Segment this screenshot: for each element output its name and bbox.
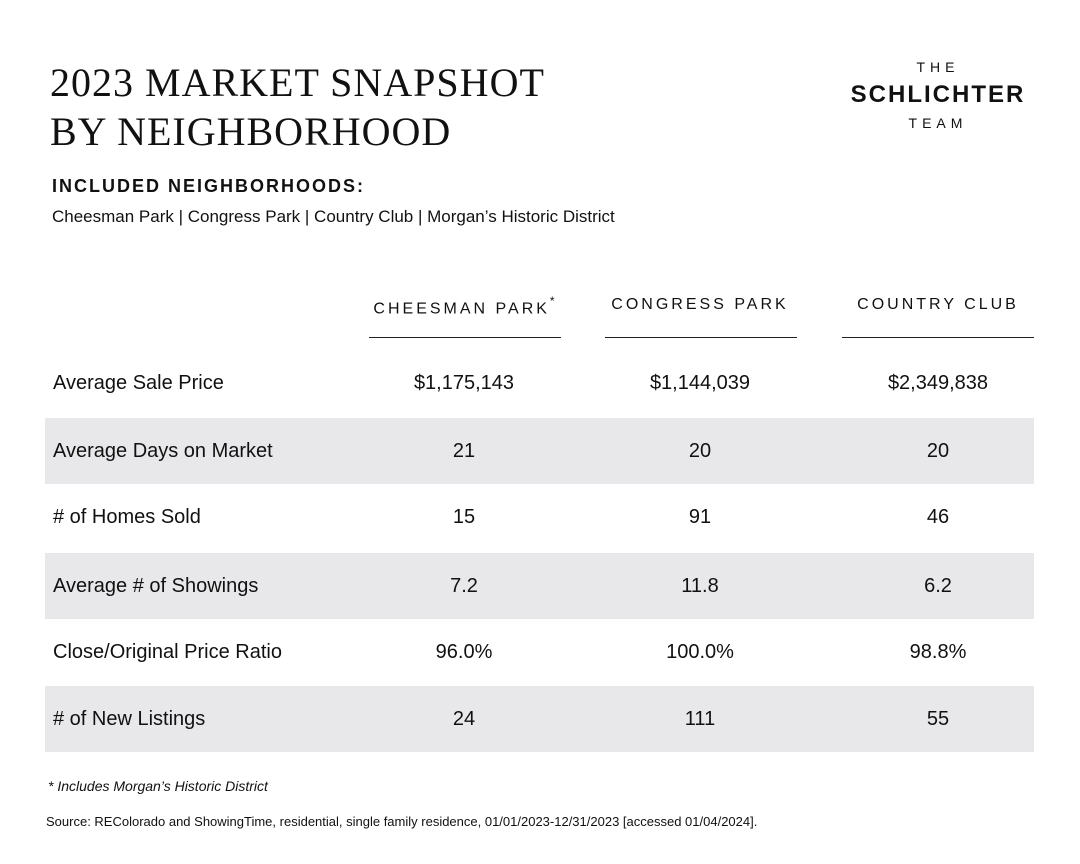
column-divider [369, 337, 561, 338]
included-neighborhoods-list: Cheesman Park | Congress Park | Country Club | Morgan’s Historic District [52, 207, 615, 226]
column-header-congress-park [604, 296, 796, 314]
cell-congress-park: 91 [688, 506, 712, 528]
page-title [50, 58, 545, 156]
table-row-average-days-on-market [45, 418, 1034, 484]
column-header-country-club [842, 296, 1034, 314]
table-row-average-showings [45, 553, 1034, 619]
column-header-label: CONGRESS PARK [611, 296, 789, 313]
column-header-cheesman-park [368, 296, 560, 318]
team-logo [840, 58, 1036, 132]
cell-country-club: 6.2 [924, 575, 952, 597]
cell-cheesman-park: 21 [452, 440, 476, 462]
cell-congress-park: 20 [688, 440, 712, 462]
table-row-homes-sold [45, 484, 1034, 550]
cell-congress-park: 111 [684, 708, 716, 730]
cell-congress-park: 100.0% [666, 641, 734, 663]
cell-cheesman-park: 15 [452, 506, 476, 528]
row-label: Close/Original Price Ratio [53, 641, 282, 663]
title-line-2: BY NEIGHBORHOOD [50, 109, 452, 154]
cell-cheesman-park: $1,175,143 [413, 372, 515, 394]
column-divider [842, 337, 1034, 338]
cell-country-club: 20 [926, 440, 950, 462]
table-row-average-sale-price [45, 350, 1034, 416]
included-neighborhoods-heading: INCLUDED NEIGHBORHOODS: [52, 176, 366, 196]
title-line-1: 2023 MARKET SNAPSHOT [50, 60, 545, 105]
column-header-label: CHEESMAN PARK [373, 300, 550, 318]
footnote-marker: * [549, 294, 555, 308]
cell-cheesman-park: 24 [452, 708, 476, 730]
cell-cheesman-park: 96.0% [435, 641, 493, 663]
table-row-close-original-price-ratio [45, 619, 1034, 685]
column-divider [605, 337, 797, 338]
row-label: Average Days on Market [53, 440, 273, 462]
row-label: # of New Listings [53, 708, 206, 730]
logo-bottom-text: TEAM [908, 115, 968, 131]
cell-country-club: 55 [926, 708, 950, 730]
logo-top-text: THE [916, 59, 960, 75]
table-row-new-listings [45, 686, 1034, 752]
cell-country-club: $2,349,838 [887, 372, 989, 394]
cell-country-club: 98.8% [909, 641, 967, 663]
cell-congress-park: 11.8 [681, 575, 719, 597]
cell-country-club: 46 [926, 506, 950, 528]
row-label: # of Homes Sold [53, 506, 201, 528]
footnote: * Includes Morgan’s Historic District [48, 778, 268, 794]
row-label: Average Sale Price [53, 372, 224, 394]
logo-main-text: SCHLICHTER [850, 81, 1026, 108]
row-label: Average # of Showings [53, 575, 259, 597]
cell-congress-park: $1,144,039 [649, 372, 751, 394]
cell-cheesman-park: 7.2 [450, 575, 478, 597]
column-header-label: COUNTRY CLUB [857, 296, 1019, 313]
source-note: Source: REColorado and ShowingTime, residential, single family residence, 01/01/2023-12/31/2023 [accessed 01/04/2024]. [46, 814, 758, 829]
